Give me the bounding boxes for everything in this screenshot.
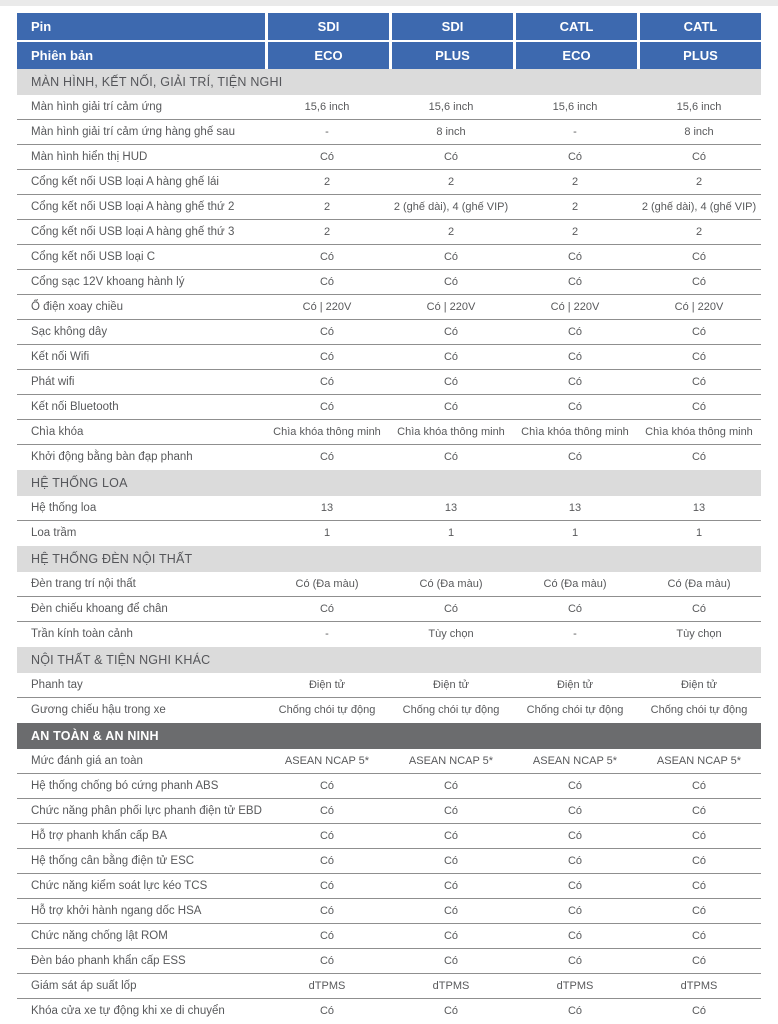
table-row [17, 170, 761, 195]
row-label: Khóa cửa xe tự động khi xe di chuyển [31, 1005, 225, 1017]
row-value: 2 [695, 226, 703, 238]
row-label: Màn hình hiển thị HUD [31, 151, 148, 163]
row-value: Có [691, 603, 707, 615]
row-value: Có [443, 905, 459, 917]
row-value: Có [691, 326, 707, 338]
row-value: Có [691, 151, 707, 163]
row-value: - [573, 126, 577, 138]
row-value: Có [319, 401, 335, 413]
row-value: Có [691, 880, 707, 892]
row-value: Có [319, 830, 335, 842]
header-row [17, 13, 761, 40]
row-value: Có [319, 376, 335, 388]
row-value: dTPMS [308, 980, 346, 992]
row-value: - [325, 126, 329, 138]
header-value-cell: SDI [265, 13, 389, 40]
header-value-cell: PLUS [389, 42, 513, 69]
row-value: Có [567, 855, 583, 867]
header-value-cell: CATL [513, 13, 637, 40]
row-value: Có [443, 603, 459, 615]
section-rows [17, 749, 761, 1024]
row-value: Có [691, 830, 707, 842]
header-label-cell: Pin [31, 19, 52, 34]
row-value: Có [319, 351, 335, 363]
row-value: 15,6 inch [428, 101, 474, 113]
table-row [17, 824, 761, 849]
row-value: 2 [323, 226, 331, 238]
row-value: Có [443, 855, 459, 867]
row-label: Cổng kết nối USB loại A hàng ghế lái [31, 176, 219, 188]
row-value: Có [319, 780, 335, 792]
row-value: Chống chói tự động [278, 704, 376, 716]
row-value: Có | 220V [302, 301, 352, 313]
row-value: Có [319, 451, 335, 463]
row-label: Kết nối Bluetooth [31, 401, 119, 413]
row-label: Cổng kết nối USB loại A hàng ghế thứ 2 [31, 201, 235, 213]
table-row [17, 345, 761, 370]
row-value: Có (Đa màu) [419, 578, 483, 590]
row-value: Có [567, 276, 583, 288]
row-value: Có [319, 955, 335, 967]
row-value: Chống chói tự động [650, 704, 748, 716]
table-row [17, 949, 761, 974]
row-value: ASEAN NCAP 5* [408, 755, 494, 767]
section-header: NỘI THẤT & TIỆN NGHI KHÁC [17, 647, 761, 673]
row-label: Chức năng kiểm soát lực kéo TCS [31, 880, 208, 892]
row-value: Có [443, 151, 459, 163]
row-value: Có (Đa màu) [295, 578, 359, 590]
row-value: 15,6 inch [676, 101, 722, 113]
spec-table [17, 13, 761, 1024]
row-label: Màn hình giải trí cảm ứng hàng ghế sau [31, 126, 235, 138]
row-value: Có [567, 955, 583, 967]
header-value-cell: ECO [265, 42, 389, 69]
row-value: Có [691, 376, 707, 388]
row-value: 8 inch [436, 126, 466, 138]
row-label: Loa trầm [31, 527, 77, 539]
row-value: 1 [447, 527, 455, 539]
row-value: Có (Đa màu) [543, 578, 607, 590]
row-label: Đèn báo phanh khẩn cấp ESS [31, 955, 186, 967]
header-value-cell: ECO [513, 42, 637, 69]
row-value: Có [691, 451, 707, 463]
row-label: Cổng kết nối USB loại C [31, 251, 156, 263]
row-value: Có [567, 830, 583, 842]
row-value: Chìa khóa thông minh [397, 426, 505, 438]
table-row [17, 572, 761, 597]
row-value: ASEAN NCAP 5* [532, 755, 618, 767]
row-value: Chìa khóa thông minh [645, 426, 753, 438]
table-row [17, 220, 761, 245]
header-value-cell: SDI [389, 13, 513, 40]
row-label: Đèn chiếu khoang để chân [31, 603, 168, 615]
row-value: 15,6 inch [552, 101, 598, 113]
row-value: 15,6 inch [304, 101, 350, 113]
row-label: Hỗ trợ phanh khẩn cấp BA [31, 830, 168, 842]
section-rows [17, 496, 761, 546]
row-value: Có [443, 251, 459, 263]
row-value: 13 [568, 502, 582, 514]
row-value: Có [691, 351, 707, 363]
row-value: Có [319, 1005, 335, 1017]
table-row [17, 521, 761, 546]
row-value: Có [443, 401, 459, 413]
row-value: dTPMS [432, 980, 470, 992]
section-header: HỆ THỐNG LOA [17, 470, 761, 496]
table-row [17, 195, 761, 220]
row-label: Khởi động bằng bàn đạp phanh [31, 451, 193, 463]
section-header: AN TOÀN & AN NINH [17, 723, 761, 749]
row-value: 13 [320, 502, 334, 514]
row-label: Màn hình giải trí cảm ứng [31, 101, 163, 113]
table-row [17, 597, 761, 622]
table-row [17, 295, 761, 320]
row-label: Hệ thống cân bằng điện tử ESC [31, 855, 195, 867]
row-value: Có [691, 805, 707, 817]
row-value: 2 [447, 176, 455, 188]
top-strip [0, 0, 778, 6]
row-value: 2 [447, 226, 455, 238]
row-value: Có [443, 880, 459, 892]
header-value-cell: CATL [637, 13, 761, 40]
row-label: Cổng kết nối USB loại A hàng ghế thứ 3 [31, 226, 235, 238]
row-value: Có [567, 805, 583, 817]
row-value: Có [443, 805, 459, 817]
row-value: Có [691, 1005, 707, 1017]
section-rows [17, 572, 761, 647]
row-value: - [573, 628, 577, 640]
row-value: 2 [323, 201, 331, 213]
row-value: Có [691, 930, 707, 942]
section-rows [17, 95, 761, 470]
row-label: Hỗ trợ khởi hành ngang dốc HSA [31, 905, 202, 917]
row-value: Có [691, 401, 707, 413]
row-value: Có [319, 276, 335, 288]
row-value: Có [567, 905, 583, 917]
row-value: Có [567, 151, 583, 163]
table-row [17, 698, 761, 723]
table-row [17, 395, 761, 420]
row-value: Tùy chọn [428, 628, 474, 640]
row-value: 1 [695, 527, 703, 539]
row-value: ASEAN NCAP 5* [284, 755, 370, 767]
row-value: Chống chói tự động [526, 704, 624, 716]
row-value: Chìa khóa thông minh [521, 426, 629, 438]
header-row [17, 42, 761, 69]
table-row [17, 145, 761, 170]
row-value: Có [691, 905, 707, 917]
row-label: Phanh tay [31, 679, 83, 691]
table-row [17, 95, 761, 120]
row-value: 2 [323, 176, 331, 188]
row-value: Có | 220V [426, 301, 476, 313]
table-row [17, 874, 761, 899]
row-value: 2 (ghế dài), 4 (ghế VIP) [393, 201, 509, 213]
table-row [17, 749, 761, 774]
row-value: Điện tử [556, 679, 594, 691]
row-value: Có [567, 1005, 583, 1017]
row-value: Có [567, 880, 583, 892]
table-row [17, 320, 761, 345]
row-value: Có [691, 955, 707, 967]
header-value-cell: PLUS [637, 42, 761, 69]
row-value: Có [319, 151, 335, 163]
row-value: 13 [444, 502, 458, 514]
row-label: Gương chiếu hậu trong xe [31, 704, 166, 716]
row-label: Phát wifi [31, 376, 75, 388]
row-value: Có [691, 276, 707, 288]
row-value: Có [443, 1005, 459, 1017]
row-value: Có [567, 326, 583, 338]
row-label: Hệ thống loa [31, 502, 97, 514]
row-value: Có [567, 603, 583, 615]
row-value: Có [691, 251, 707, 263]
row-value: Có [319, 251, 335, 263]
row-label: Giám sát áp suất lốp [31, 980, 137, 992]
row-value: Có [319, 855, 335, 867]
row-label: Ổ điện xoay chiều [31, 301, 124, 313]
table-row [17, 420, 761, 445]
table-row [17, 622, 761, 647]
table-row [17, 445, 761, 470]
table-row [17, 270, 761, 295]
row-label: Mức đánh giá an toàn [31, 755, 143, 767]
row-value: Có [567, 780, 583, 792]
table-row [17, 370, 761, 395]
row-value: 2 (ghế dài), 4 (ghế VIP) [641, 201, 757, 213]
row-label: Đèn trang trí nội thất [31, 578, 136, 590]
row-value: 8 inch [684, 126, 714, 138]
row-value: Có [567, 376, 583, 388]
row-value: Có [319, 326, 335, 338]
row-value: Có [443, 451, 459, 463]
table-row [17, 774, 761, 799]
table-row [17, 849, 761, 874]
row-value: Có [443, 351, 459, 363]
row-value: Điện tử [680, 679, 718, 691]
row-value: Có [319, 880, 335, 892]
row-value: Có [567, 351, 583, 363]
row-label: Chức năng chống lật ROM [31, 930, 168, 942]
row-value: Có [319, 805, 335, 817]
row-value: Có [443, 276, 459, 288]
row-value: Điện tử [432, 679, 470, 691]
row-label: Trần kính toàn cảnh [31, 628, 133, 640]
row-value: 2 [695, 176, 703, 188]
section-rows [17, 673, 761, 723]
row-value: 2 [571, 201, 579, 213]
row-value: Có [567, 451, 583, 463]
row-value: ASEAN NCAP 5* [656, 755, 742, 767]
row-value: 1 [571, 527, 579, 539]
row-value: Có (Đa màu) [667, 578, 731, 590]
row-value: - [325, 628, 329, 640]
row-value: Có [443, 830, 459, 842]
row-value: Chìa khóa thông minh [273, 426, 381, 438]
section-header: MÀN HÌNH, KẾT NỐI, GIẢI TRÍ, TIỆN NGHI [17, 69, 761, 95]
row-value: Có [319, 930, 335, 942]
table-row [17, 496, 761, 521]
row-value: 2 [571, 226, 579, 238]
row-value: Có [443, 326, 459, 338]
table-row [17, 673, 761, 698]
row-value: Có [443, 376, 459, 388]
row-value: Có [691, 780, 707, 792]
table-row [17, 120, 761, 145]
row-value: dTPMS [556, 980, 594, 992]
row-label: Cổng sạc 12V khoang hành lý [31, 276, 185, 288]
row-value: Có [567, 930, 583, 942]
row-value: Có | 220V [550, 301, 600, 313]
row-value: Có [567, 401, 583, 413]
header-label-cell: Phiên bản [31, 48, 94, 63]
row-label: Kết nối Wifi [31, 351, 90, 363]
row-value: 1 [323, 527, 331, 539]
table-row [17, 999, 761, 1024]
row-label: Sạc không dây [31, 326, 108, 338]
row-value: dTPMS [680, 980, 718, 992]
table-row [17, 899, 761, 924]
row-value: Có [319, 905, 335, 917]
table-row [17, 974, 761, 999]
table-row [17, 799, 761, 824]
row-value: Có [691, 855, 707, 867]
row-value: Có | 220V [674, 301, 724, 313]
row-value: Có [443, 930, 459, 942]
row-value: Có [443, 955, 459, 967]
row-value: Có [567, 251, 583, 263]
table-row [17, 924, 761, 949]
row-label: Chìa khóa [31, 426, 84, 438]
row-value: Điện tử [308, 679, 346, 691]
table-row [17, 245, 761, 270]
section-header: HỆ THỐNG ĐÈN NỘI THẤT [17, 546, 761, 572]
row-label: Hệ thống chống bó cứng phanh ABS [31, 780, 219, 792]
row-value: 2 [571, 176, 579, 188]
row-value: Có [319, 603, 335, 615]
row-value: Chống chói tự động [402, 704, 500, 716]
row-value: Có [443, 780, 459, 792]
row-value: 13 [692, 502, 706, 514]
row-value: Tùy chọn [676, 628, 722, 640]
row-label: Chức năng phân phối lực phanh điện tử EBD [31, 805, 262, 817]
